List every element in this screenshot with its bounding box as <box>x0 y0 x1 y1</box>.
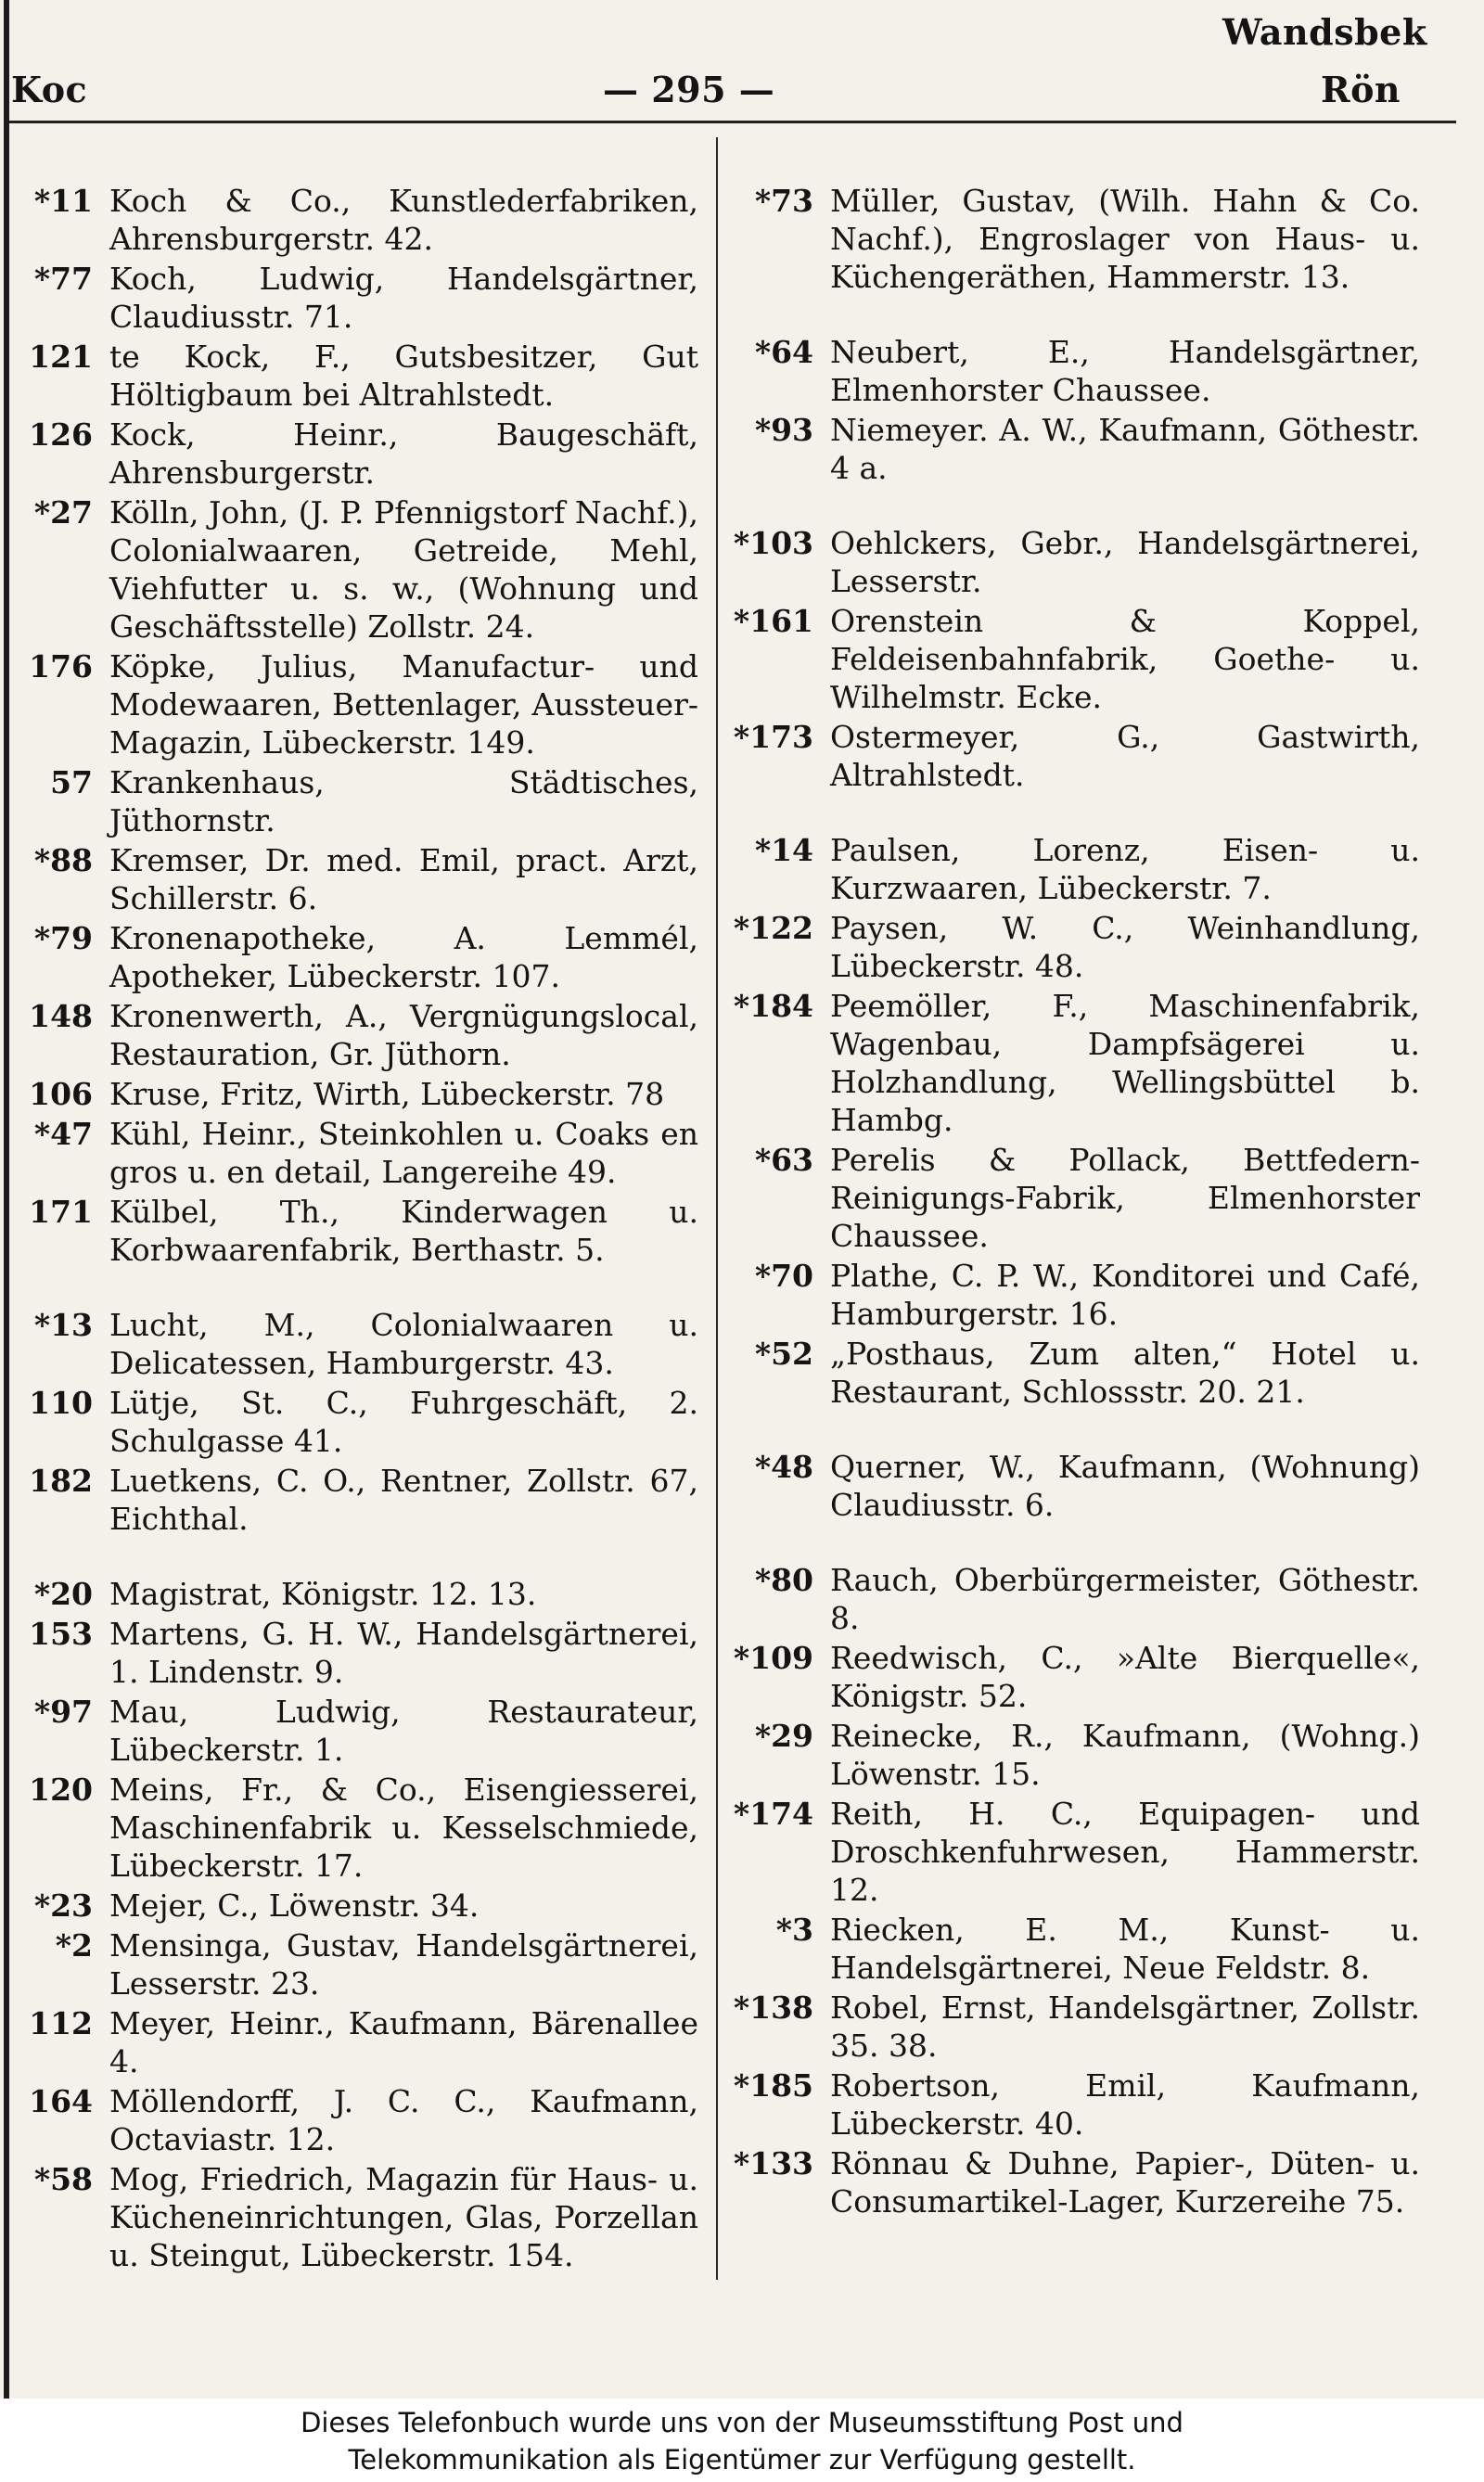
directory-entry <box>7 1575 698 1613</box>
entry-text: Koch, Ludwig, Handelsgärtner, Claudiusstr. 71. <box>109 261 698 335</box>
entry-text: Reith, H. C., Equipagen- und Droschkenfuhrwesen, Hammerstr. 12. <box>830 1796 1420 1908</box>
entry-text: Mau, Ludwig, Restaurateur, Lübeckerstr. 1. <box>109 1694 698 1768</box>
entry-text: Kruse, Fritz, Wirth, Lübeckerstr. 78 <box>109 1076 665 1112</box>
directory-entry <box>728 411 1420 487</box>
phone-number: *185 <box>733 2067 813 2104</box>
phone-number: *70 <box>754 1258 813 1294</box>
entry-text: te Kock, F., Gutsbesitzer, Gut Höltigbaum bei Altrahlstedt. <box>109 339 698 413</box>
header-place: Wandsbek <box>1222 11 1427 53</box>
directory-entry <box>7 2160 698 2274</box>
directory-entry <box>7 493 698 646</box>
entry-text: „Posthaus, Zum alten,“ Hotel u. Restaurant, Schlossstr. 20. 21. <box>830 1336 1420 1410</box>
entry-text: Lucht, M., Colonialwaaren u. Delicatessen, Hamburgerstr. 43. <box>109 1307 698 1381</box>
phone-number: 164 <box>29 2083 93 2119</box>
entry-text: Magistrat, Königstr. 12. 13. <box>109 1576 537 1612</box>
phone-number: *29 <box>754 1718 813 1754</box>
directory-entry <box>728 1141 1420 1255</box>
phone-number: *109 <box>733 1640 813 1676</box>
directory-entry <box>7 1075 698 1113</box>
entry-text: Querner, W., Kaufmann, (Wohnung) Claudiusstr. 6. <box>830 1449 1420 1523</box>
phone-number: 171 <box>29 1194 93 1230</box>
phone-number: *93 <box>754 412 813 448</box>
phone-number: *3 <box>775 1912 813 1948</box>
directory-entry <box>7 919 698 995</box>
entry-text: Koch & Co., Kunstlederfabriken, Ahrensburgerstr. 42. <box>109 183 698 257</box>
right-column <box>728 182 1420 2222</box>
entry-text: Plathe, C. P. W., Konditorei und Café, Hamburgerstr. 16. <box>830 1258 1420 1332</box>
directory-entry <box>7 1615 698 1691</box>
phone-number: *77 <box>33 261 93 297</box>
directory-entry <box>728 2144 1420 2220</box>
phone-number: *48 <box>754 1449 813 1485</box>
entry-text: Rauch, Oberbürgermeister, Göthestr. 8. <box>830 1562 1420 1636</box>
entry-text: Niemeyer. A. W., Kaufmann, Göthestr. 4 a. <box>830 412 1420 486</box>
phone-number: 126 <box>29 416 93 453</box>
phone-number: *174 <box>733 1796 813 1832</box>
entry-text: Mog, Friedrich, Magazin für Haus- u. Kücheneinrichtungen, Glas, Porzellan u. Steingut, Lübeckerstr. 154. <box>109 2161 698 2273</box>
directory-entry <box>7 1887 698 1925</box>
entry-text: Müller, Gustav, (Wilh. Hahn & Co. Nachf.), Engroslager von Haus- u. Küchengeräthen, Hammerstr. 13. <box>830 183 1420 295</box>
column-divider <box>716 137 718 2280</box>
phone-number: *161 <box>733 603 813 639</box>
directory-entry <box>728 1911 1420 1987</box>
entry-text: Külbel, Th., Kinderwagen u. Korbwaarenfabrik, Berthastr. 5. <box>109 1194 698 1268</box>
phone-number: *27 <box>33 494 93 531</box>
directory-entry <box>728 1448 1420 1524</box>
entry-text: Mejer, C., Löwenstr. 34. <box>109 1887 480 1924</box>
directory-entry <box>7 763 698 839</box>
directory-entry <box>728 1257 1420 1333</box>
phone-number: *47 <box>33 1116 93 1152</box>
phone-number: *64 <box>754 334 813 370</box>
phone-number: 57 <box>50 764 93 800</box>
directory-entry <box>7 1115 698 1191</box>
directory-entry <box>728 333 1420 409</box>
entry-text: Orenstein & Koppel, Feldeisenbahnfabrik, Goethe- u. Wilhelmstr. Ecke. <box>830 603 1420 715</box>
entry-text: Kronenwerth, A., Vergnügungslocal, Restauration, Gr. Jüthorn. <box>109 998 698 1072</box>
phone-number: 148 <box>29 998 93 1034</box>
left-column <box>7 182 698 2276</box>
phone-number: *20 <box>33 1576 93 1612</box>
header-rule <box>9 121 1456 123</box>
phone-number: 106 <box>29 1076 93 1112</box>
footer-line-2: Telekommunikation als Eigentümer zur Verfügung gestellt. <box>348 2444 1136 2476</box>
entry-text: Robel, Ernst, Handelsgärtner, Zollstr. 35. 38. <box>830 1989 1420 2064</box>
entry-text: Reedwisch, C., »Alte Bierquelle«, Königstr. 52. <box>830 1640 1420 1714</box>
phone-number: *14 <box>754 832 813 868</box>
phone-number: 110 <box>29 1385 93 1421</box>
phone-number: 176 <box>29 648 93 684</box>
entry-text: Reinecke, R., Kaufmann, (Wohng.) Löwenstr. 15. <box>830 1718 1420 1792</box>
directory-entry <box>728 2066 1420 2143</box>
directory-entry <box>7 1926 698 2002</box>
directory-entry <box>7 1193 698 1269</box>
phone-number: *63 <box>754 1142 813 1178</box>
directory-entry <box>7 2082 698 2158</box>
entry-text: Paulsen, Lorenz, Eisen- u. Kurzwaaren, Lübeckerstr. 7. <box>830 832 1420 906</box>
directory-entry <box>728 1717 1420 1793</box>
entry-text: Kremser, Dr. med. Emil, pract. Arzt, Schillerstr. 6. <box>109 842 698 916</box>
header-range-end: Rön <box>1321 69 1401 110</box>
phone-number: *184 <box>733 988 813 1024</box>
entry-text: Krankenhaus, Städtisches, Jüthornstr. <box>109 764 698 838</box>
directory-entry <box>7 1384 698 1460</box>
directory-entry <box>728 602 1420 716</box>
phone-number: *73 <box>754 183 813 219</box>
directory-entry <box>7 1306 698 1382</box>
directory-entry <box>728 831 1420 907</box>
phone-number: *133 <box>733 2145 813 2181</box>
phone-number: 153 <box>29 1616 93 1652</box>
header-page-number: — 295 — <box>603 69 775 110</box>
directory-entry <box>728 909 1420 985</box>
directory-entry <box>7 1462 698 1538</box>
phone-number: *138 <box>733 1989 813 2026</box>
entry-text: Kronenapotheke, A. Lemmél, Apotheker, Lübeckerstr. 107. <box>109 920 698 994</box>
directory-entry <box>7 2004 698 2080</box>
phone-number: *79 <box>33 920 93 956</box>
directory-entry <box>7 338 698 414</box>
entry-text: Köpke, Julius, Manufactur- und Modewaaren, Bettenlager, Aussteuer-Magazin, Lübeckerstr. 149. <box>109 648 698 761</box>
phone-number: *11 <box>33 183 93 219</box>
entry-text: Oehlckers, Gebr., Handelsgärtnerei, Lesserstr. <box>830 525 1420 599</box>
phone-number: 120 <box>29 1772 93 1808</box>
directory-entry <box>7 841 698 917</box>
entry-text: Peemöller, F., Maschinenfabrik, Wagenbau, Dampfsägerei u. Holzhandlung, Wellingsbüttel b. Hambg. <box>830 988 1420 1138</box>
directory-entry <box>7 182 698 258</box>
entry-text: Neubert, E., Handelsgärtner, Elmenhorster Chaussee. <box>830 334 1420 408</box>
entry-text: Martens, G. H. W., Handelsgärtnerei, 1. Lindenstr. 9. <box>109 1616 698 1690</box>
entry-text: Paysen, W. C., Weinhandlung, Lübeckerstr. 48. <box>830 910 1420 984</box>
phone-number: *88 <box>33 842 93 878</box>
entry-text: Möllendorff, J. C. C., Kaufmann, Octaviastr. 12. <box>109 2083 698 2157</box>
header-range-start: Koc <box>11 69 88 110</box>
entry-text: Perelis & Pollack, Bettfedern-Reinigungs-Fabrik, Elmenhorster Chaussee. <box>830 1142 1420 1254</box>
entry-text: Meins, Fr., & Co., Eisengiesserei, Maschinenfabrik u. Kesselschmiede, Lübeckerstr. 17. <box>109 1772 698 1884</box>
phone-number: *58 <box>33 2161 93 2197</box>
directory-entry <box>728 1989 1420 2065</box>
phone-number: 112 <box>29 2005 93 2041</box>
footer-credit <box>0 2399 1484 2482</box>
entry-text: Mensinga, Gustav, Handelsgärtnerei, Lesserstr. 23. <box>109 1927 698 2002</box>
entry-text: Meyer, Heinr., Kaufmann, Bärenallee 4. <box>109 2005 698 2079</box>
directory-entry <box>728 718 1420 794</box>
entry-text: Kock, Heinr., Baugeschäft, Ahrensburgerstr. <box>109 416 698 491</box>
entry-text: Kühl, Heinr., Steinkohlen u. Coaks en gros u. en detail, Langereihe 49. <box>109 1116 698 1190</box>
phone-number: *23 <box>33 1887 93 1924</box>
directory-entry <box>7 1693 698 1769</box>
directory-entry <box>728 1561 1420 1637</box>
phone-number: *122 <box>733 910 813 946</box>
directory-entry <box>728 987 1420 1139</box>
directory-entry <box>7 260 698 336</box>
phone-number: 121 <box>29 339 93 375</box>
directory-entry <box>728 1639 1420 1715</box>
entry-text: Lütje, St. C., Fuhrgeschäft, 2. Schulgasse 41. <box>109 1385 698 1459</box>
directory-entry <box>7 997 698 1073</box>
entry-text: Robertson, Emil, Kaufmann, Lübeckerstr. 40. <box>830 2067 1420 2142</box>
directory-entry <box>7 416 698 492</box>
phone-number: 182 <box>29 1463 93 1499</box>
phone-number: *13 <box>33 1307 93 1343</box>
directory-entry <box>728 524 1420 600</box>
entry-text: Ostermeyer, G., Gastwirth, Altrahlstedt. <box>830 719 1420 793</box>
phone-number: *173 <box>733 719 813 755</box>
directory-entry <box>728 182 1420 296</box>
phone-number: *97 <box>33 1694 93 1730</box>
directory-entry <box>728 1335 1420 1411</box>
directory-entry <box>728 1795 1420 1909</box>
phone-number: *80 <box>754 1562 813 1598</box>
directory-entry <box>7 1771 698 1885</box>
entry-text: Rönnau & Duhne, Papier-, Düten- u. Consumartikel-Lager, Kurzereihe 75. <box>830 2145 1420 2220</box>
phone-number: *103 <box>733 525 813 561</box>
phone-number: *2 <box>55 1927 93 1964</box>
entry-text: Luetkens, C. O., Rentner, Zollstr. 67, Eichthal. <box>109 1463 698 1537</box>
directory-entry <box>7 647 698 761</box>
phone-number: *52 <box>754 1336 813 1372</box>
entry-text: Riecken, E. M., Kunst- u. Handelsgärtnerei, Neue Feldstr. 8. <box>830 1912 1420 1986</box>
entry-text: Kölln, John, (J. P. Pfennigstorf Nachf.), Colonialwaaren, Getreide, Mehl, Viehfutter u. s. w., (Wohnung und Geschäftsstelle) Zollstr. 24. <box>109 494 698 645</box>
footer-line-1: Dieses Telefonbuch wurde uns von der Museumsstiftung Post und <box>301 2407 1183 2438</box>
